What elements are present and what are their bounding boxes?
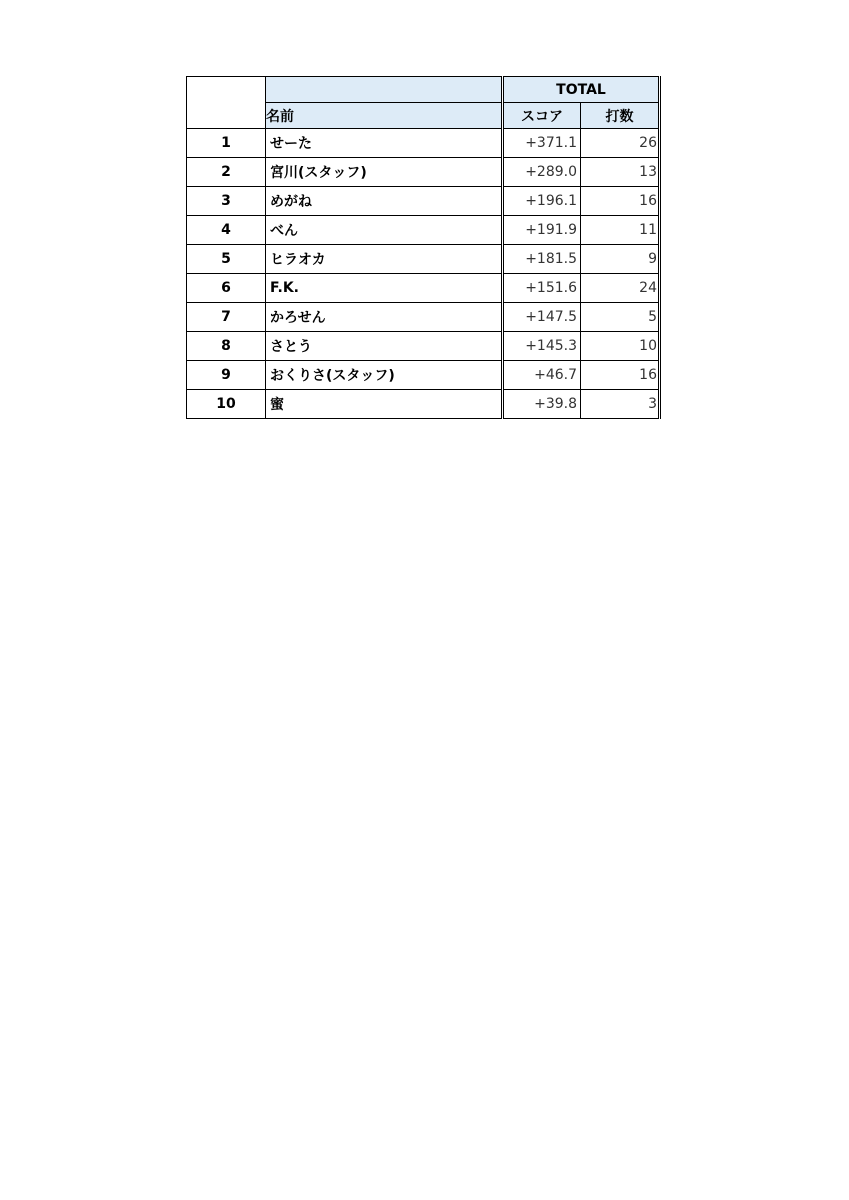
- table-row: [187, 274, 660, 303]
- count-cell: 16: [581, 361, 660, 390]
- name-cell: べん: [266, 216, 503, 245]
- name-cell: めがね: [266, 187, 503, 216]
- ranking-table-body: [187, 77, 660, 419]
- rank-cell: 3: [187, 187, 266, 216]
- table-row: [187, 303, 660, 332]
- score-cell: +46.7: [503, 361, 581, 390]
- name-group-header-cell: [266, 77, 503, 103]
- score-cell: +196.1: [503, 187, 581, 216]
- rank-cell: 8: [187, 332, 266, 361]
- name-cell: 蜜: [266, 390, 503, 419]
- count-cell: 10: [581, 332, 660, 361]
- table-row: [187, 390, 660, 419]
- name-cell: おくりさ(スタッフ): [266, 361, 503, 390]
- count-cell: 9: [581, 245, 660, 274]
- score-cell: +289.0: [503, 158, 581, 187]
- count-cell: 16: [581, 187, 660, 216]
- score-cell: +371.1: [503, 129, 581, 158]
- ranking-table: [186, 76, 661, 419]
- header-row-group: [187, 77, 660, 103]
- score-cell: +147.5: [503, 303, 581, 332]
- name-cell: さとう: [266, 332, 503, 361]
- rank-cell: 4: [187, 216, 266, 245]
- rank-cell: 5: [187, 245, 266, 274]
- table-row: [187, 332, 660, 361]
- name-cell: F.K.: [266, 274, 503, 303]
- rank-cell: 6: [187, 274, 266, 303]
- rank-cell: 2: [187, 158, 266, 187]
- count-cell: 26: [581, 129, 660, 158]
- name-cell: 宮川(スタッフ): [266, 158, 503, 187]
- count-cell: 5: [581, 303, 660, 332]
- rank-cell: 10: [187, 390, 266, 419]
- rank-header-cell: [187, 77, 266, 129]
- table-row: [187, 158, 660, 187]
- rank-cell: 7: [187, 303, 266, 332]
- score-sheet: [186, 76, 661, 419]
- rank-cell: 1: [187, 129, 266, 158]
- table-row: [187, 129, 660, 158]
- count-cell: 24: [581, 274, 660, 303]
- score-column-header: スコア: [503, 103, 581, 129]
- table-row: [187, 187, 660, 216]
- score-cell: +151.6: [503, 274, 581, 303]
- name-cell: かろせん: [266, 303, 503, 332]
- score-cell: +181.5: [503, 245, 581, 274]
- name-cell: せーた: [266, 129, 503, 158]
- count-column-header: 打数: [581, 103, 660, 129]
- table-row: [187, 361, 660, 390]
- count-cell: 3: [581, 390, 660, 419]
- table-row: [187, 245, 660, 274]
- score-cell: +145.3: [503, 332, 581, 361]
- table-row: [187, 216, 660, 245]
- name-column-header: 名前: [266, 103, 503, 129]
- score-cell: +191.9: [503, 216, 581, 245]
- name-cell: ヒラオカ: [266, 245, 503, 274]
- score-cell: +39.8: [503, 390, 581, 419]
- rank-cell: 9: [187, 361, 266, 390]
- count-cell: 11: [581, 216, 660, 245]
- count-cell: 13: [581, 158, 660, 187]
- total-group-header: TOTAL: [503, 77, 660, 103]
